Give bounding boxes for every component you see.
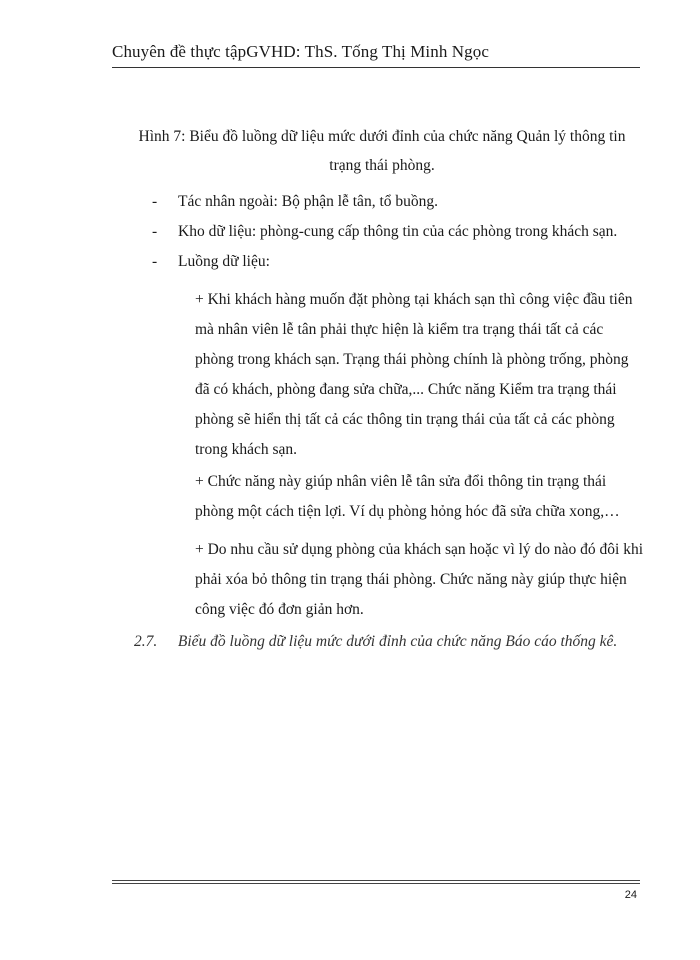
bullet-text: Luồng dữ liệu: (178, 253, 270, 270)
bullet-dash: - (152, 193, 158, 210)
footer-rule (112, 883, 640, 884)
bullet-text: Kho dữ liệu: phòng-cung cấp thông tin của các phòng trong khách sạn. (178, 223, 618, 240)
paragraph: + Khi khách hàng muốn đặt phòng tại khách sạn thì công việc đầu tiên mà nhân viên lễ tân phải thực hiện là kiểm tra trạng thái tất cả các phòng trong khách sạn. Trạng thái phòng chính là phòng trống, phòng đã có khách, phòng đang sửa chữa,... Chức năng Kiểm tra trạng thái phòng sẽ hiển thị tất cả các thông tin trạng thái của tất cả các phòng trong khách sạn. (195, 291, 633, 458)
bullet-item (152, 217, 652, 247)
bullet-item (152, 247, 652, 277)
caption-line-2: trạng thái phòng. (329, 157, 435, 174)
footer-rule (112, 880, 640, 881)
bullet-item (152, 187, 652, 217)
section-title: Biểu đồ luồng dữ liệu mức dưới đỉnh của chức năng Báo cáo thống kê. (177, 633, 618, 650)
paragraph: + Do nhu cầu sử dụng phòng của khách sạn hoặc vì lý do nào đó đôi khi phải xóa bỏ thông tin trạng thái phòng. Chức năng này giúp thực hiện công việc đó đơn giản hơn. (195, 541, 644, 618)
bullet-list (152, 187, 652, 277)
bullet-dash: - (152, 253, 158, 270)
caption-line-1: Hình 7: Biểu đồ luồng dữ liệu mức dưới đỉnh của chức năng Quản lý thông tin (138, 128, 626, 145)
section-number: 2.7. (134, 633, 158, 650)
bullet-dash: - (152, 223, 158, 240)
bullet-text: Tác nhân ngoài: Bộ phận lễ tân, tổ buồng. (178, 193, 438, 210)
page-header: Chuyên đề thực tậpGVHD: ThS. Tống Thị Minh Ngọc (112, 42, 490, 61)
page-number: 24 (624, 889, 637, 901)
figure-caption (122, 122, 642, 180)
header-rule (112, 67, 640, 68)
paragraph: + Chức năng này giúp nhân viên lễ tân sửa đổi thông tin trạng thái phòng một cách tiện lợi. Ví dụ phòng hỏng hóc đã sửa chữa xong,… (195, 473, 620, 520)
section-heading (134, 633, 654, 651)
